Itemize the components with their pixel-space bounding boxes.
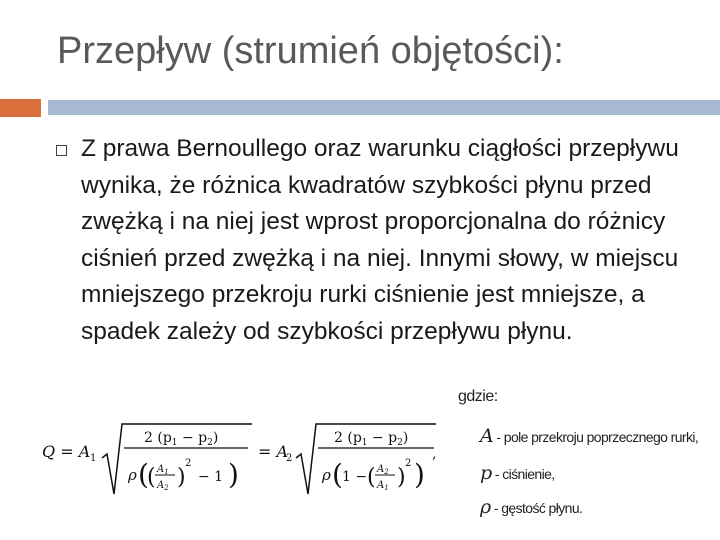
svg-text:(: ( — [138, 458, 149, 491]
svg-text:2: 2 — [405, 458, 412, 469]
svg-text:ρ: ρ — [128, 466, 137, 484]
legend-heading: gdzie: — [458, 388, 498, 405]
svg-text:1 −: 1 − — [342, 469, 368, 485]
orange-accent-bar — [0, 99, 41, 117]
legend-item-density: ρ - gęstość płynu. — [480, 496, 583, 518]
formula-sub2: 2 — [286, 453, 293, 464]
svg-text:(: ( — [367, 465, 376, 490]
svg-text:): ) — [397, 465, 406, 490]
svg-text:A2: $A_2$ — [157, 480, 169, 492]
svg-text:A2: $A_2$ — [377, 464, 389, 476]
svg-text:A1: $A_1$ — [157, 464, 169, 476]
formula-lhs: Q = A — [42, 442, 91, 461]
svg-text:ρ: ρ — [322, 466, 331, 484]
svg-text:2 (p1 − p2): 2 $(p_1 - p_2)$ — [144, 430, 219, 448]
svg-text:): ) — [414, 458, 425, 491]
legend-item-area: A - pole przekroju poprzecznego rurki, — [480, 425, 699, 447]
bullet-text: Z prawa Bernoullego oraz warunku ciągłości przepływu wynika, że różnica kwadratów szybkości płynu przed zwężką i na niej jest wprost proporcjonalna do różnicy ciśnień przed zwężką i na niej. Innymi słowy, w miejscu mniejszego przekroju rurki ciśnienie jest mniejsze, a spadek zależy od szybkości przepływu płynu. — [81, 135, 679, 345]
svg-text:,: , — [432, 446, 437, 462]
svg-text:(: ( — [332, 458, 343, 491]
svg-text:− 1: − 1 — [198, 469, 224, 485]
legend-item-pressure: p - ciśnienie, — [480, 462, 555, 484]
blue-divider-bar — [48, 100, 720, 115]
slide-title: Przepływ (strumień objętości): — [57, 30, 564, 72]
svg-text:): ) — [228, 458, 239, 491]
svg-text:2 (p1 − p2): 2 $(p_1 - p_2)$ — [334, 430, 409, 448]
formula-sub1: 1 — [90, 453, 97, 464]
svg-text:2: 2 — [185, 458, 192, 469]
flow-rate-formula — [40, 418, 440, 502]
svg-text:A1: $A_1$ — [377, 480, 389, 492]
svg-text:): ) — [177, 465, 186, 490]
square-bullet-icon — [56, 145, 67, 156]
svg-text:(: ( — [147, 465, 156, 490]
formula-eq2: = A — [258, 442, 289, 461]
